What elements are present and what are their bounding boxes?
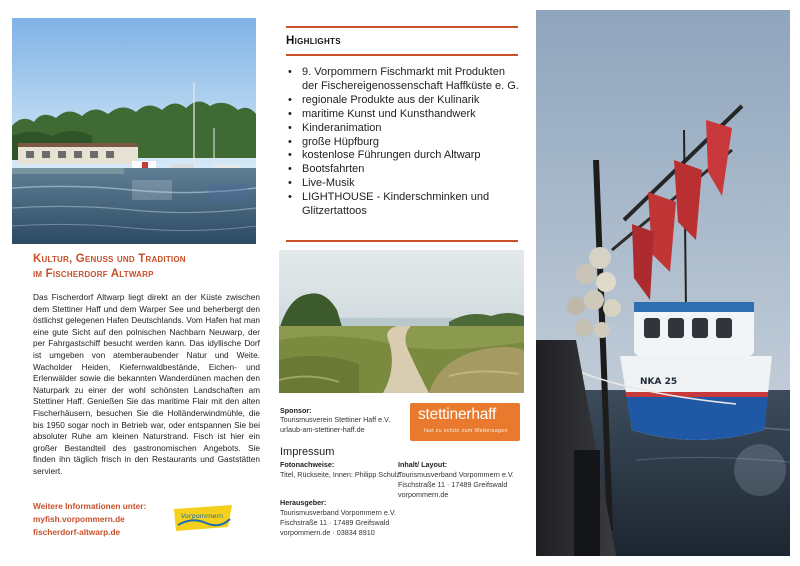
stettinerhaff-logo xyxy=(410,403,520,441)
photo-credits-text: Titel, Rückseite, Innen: Philipp Schulz xyxy=(280,470,400,479)
highlight-item: • Live-Musik xyxy=(288,177,520,191)
stettinerhaff-logo-name: stettinerhaff xyxy=(418,406,497,423)
boat-id: NKA 25 xyxy=(640,377,678,387)
highlight-item: • große Hüpfburg xyxy=(288,136,520,150)
highlight-item: • regionale Produkte aus der Kulinarik xyxy=(288,94,520,108)
sponsor-block xyxy=(280,406,410,434)
publisher-label: Herausgeber: xyxy=(280,498,327,507)
highlight-item: • kostenlose Führungen durch Altwarp xyxy=(288,149,520,163)
highlights-list xyxy=(288,66,520,219)
left-heading-line1: Kultur, Genuss und Tradition xyxy=(33,253,186,265)
publisher-line2: Fischstraße 11 · 17489 Greifswald xyxy=(280,518,390,527)
sponsor-link[interactable]: urlaub-am-stettiner-haff.de xyxy=(280,424,365,434)
highlights-title-rule xyxy=(286,54,518,56)
layout-credits-line3[interactable]: vorpommern.de xyxy=(398,490,449,499)
impressum-title: Impressum xyxy=(280,446,335,458)
left-heading-line2: im Fischerdorf Altwarp xyxy=(33,268,154,280)
vorpommern-logo xyxy=(172,503,234,533)
highlight-item: • Bootsfahrten xyxy=(288,163,520,177)
more-info-label: Weitere Informationen unter: xyxy=(33,501,147,511)
vorpommern-logo-text: Vorpommern xyxy=(180,512,224,520)
photo-credits xyxy=(280,460,400,480)
layout-credits-line1: Tourismusverband Vorpommern e.V. xyxy=(398,470,514,479)
highlights-top-rule xyxy=(286,26,518,28)
highlight-item: • Kinderanimation xyxy=(288,122,520,136)
highlights-bottom-rule xyxy=(286,240,518,242)
publisher-line3: vorpommern.de · 03834 8910 xyxy=(280,528,375,537)
highlights-title: Highlights xyxy=(286,35,341,47)
highlight-item: • 9. Vorpommern Fischmarkt mit Produkten der Fischereigenossenschaft Haffküste e. G. xyxy=(288,66,520,94)
left-panel xyxy=(0,0,268,566)
sponsor-label: Sponsor: xyxy=(280,406,312,415)
layout-credits-label: Inhalt/ Layout: xyxy=(398,460,448,469)
link-myfish[interactable]: myfish.vorpommern.de xyxy=(33,513,125,524)
photo-credits-label: Fotonachweise: xyxy=(280,460,335,469)
harbor-photo xyxy=(12,18,256,244)
more-info-block xyxy=(33,500,183,538)
publisher-line1: Tourismusverband Vorpommern e.V. xyxy=(280,508,396,517)
sponsor-name: Tourismusverein Stettiner Haff e.V. xyxy=(280,415,391,425)
layout-credits-line2: Fischstraße 11 · 17489 Greifswald xyxy=(398,480,508,489)
highlight-item: • LIGHTHOUSE - Kinderschminken und Glitzertattoos xyxy=(288,191,520,219)
link-fischerdorf[interactable]: fischerdorf-altwarp.de xyxy=(33,526,121,537)
dune-path-photo xyxy=(279,250,524,393)
highlight-item: • maritime Kunst und Kunsthandwerk xyxy=(288,108,520,122)
fishing-boat-photo xyxy=(536,10,790,556)
stettinerhaff-logo-slogan: fast zu schön zum Weitersagen xyxy=(424,428,508,434)
layout-credits xyxy=(398,460,526,500)
left-body-text: Das Fischerdorf Altwarp liegt direkt an der Küste zwischen dem Stettiner Haff und dem Warper See und beherbergt den östlichst gelegenen Hafen Deutschlands. Vom Hafen hat man eine gute Sicht auf den polnischen Nachbarn Neuwarp, der per Fahrgastschiff besucht werden kann. Das idyllische Dorf ist umgeben von atemberaubender Natur und Weite. Wacholder Heiden, Kiefernwaldbestände, Eichen- und Erlenwälder sowie die bekannten Wanderdünen machen den Naturpark zu einer der wohl schönsten Landschaften am Stettiner Haff. Genießen Sie das maritime Flair mit den alten Fischerhäusern, besuchen Sie die Holländerwindmühle, die bis 1950 sogar noch in Betrieb war, oder entspannen Sie bei absoluter Ruhe am kleinen Naturstrand. Fisch ist hier ein großer Bestandteil des gastronomischen Angebots. Sie finden ihn täglich frisch in den Restaurants und Gaststätten serviert. xyxy=(33,292,260,476)
publisher-credits xyxy=(280,498,405,538)
left-heading xyxy=(33,252,258,282)
